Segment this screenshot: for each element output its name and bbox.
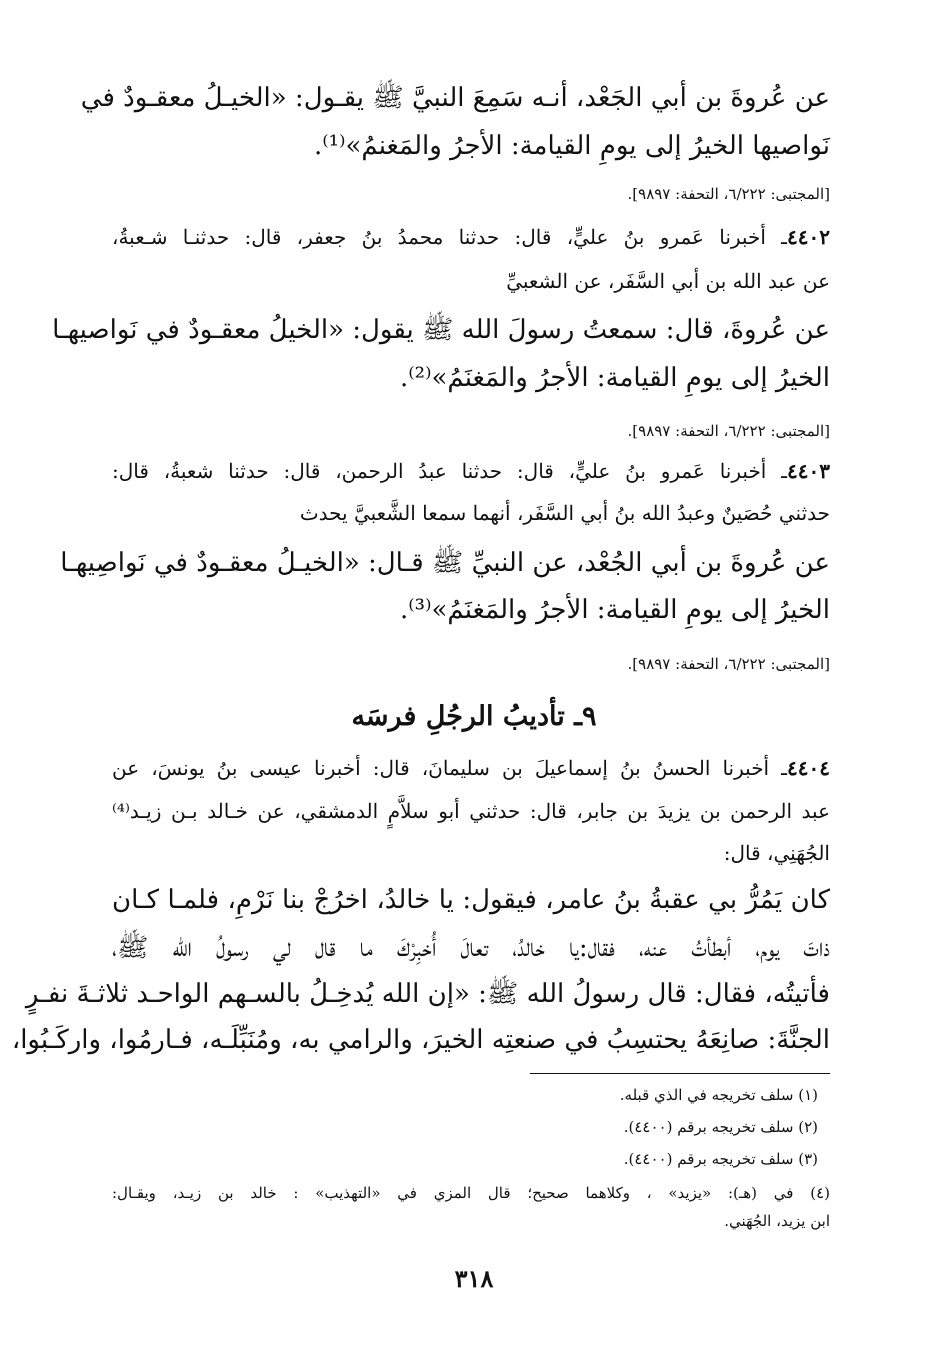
text-line: ـ أخبرنا الحسنُ بنُ إسماعيلَ بن سليمانَ، قال: أخبرنا عيسى بنُ يونسَ، عن xyxy=(112,756,788,780)
text-line: ذاتَ يوم، أبطأتُ عنه، فقال:يا خالدُ، تعالَ أُخبِرْكَ ما قال لي رسولُ الله ﷺ، xyxy=(112,933,830,963)
section-heading: ٩ـ تأديبُ الرجُلِ فرسَه xyxy=(351,701,597,732)
source-reference: [المجتبى: ٦/٢٢٢، التحفة: ٩٨٩٧]. xyxy=(627,185,830,203)
text-line: فأتيتُه، فقال: قال رسولُ الله ﷺ: «إن الله يُدخِـلُ بالسـهم الواحـد ثلاثـةَ نفـرٍ xyxy=(25,979,830,1009)
text-line: عن عبد الله بن أبي السَّفَر، عن الشعبيِّ xyxy=(506,269,830,293)
page-number: ٣١٨ xyxy=(454,1264,494,1293)
footnote: (٢) سلف تخريجه برقم (٤٤٠٠). xyxy=(623,1118,818,1136)
footnote: (١) سلف تخريجه في الذي قبله. xyxy=(619,1086,818,1104)
source-reference: [المجتبى: ٦/٢٢٢، التحفة: ٩٨٩٧]. xyxy=(627,655,830,673)
text-line: ـ أخبرنا عَمرو بنُ عليٍّ، قال: حدثنا عبدُ الرحمن، قال: حدثنا شعبةُ، قال: xyxy=(112,459,788,483)
source-reference: [المجتبى: ٦/٢٢٢، التحفة: ٩٨٩٧]. xyxy=(627,422,830,440)
text-line: الجُهَنِي، قال: xyxy=(723,841,830,865)
footnote: (٣) سلف تخريجه برقم (٤٤٠٠). xyxy=(623,1150,818,1168)
hadith-4402 xyxy=(112,220,830,254)
text-line: حدثني حُصَينٌ وعبدُ الله بنُ أبي السَّفَر، أنهما سمعا الشَّعبيَّ يحدث xyxy=(299,501,830,525)
text-line: الخيرُ إلى يومِ القيامة: الأجرُ والمَغنَمُ»⁽³⁾. xyxy=(400,595,830,625)
hadith-number: ٤٤٠٣ xyxy=(787,459,830,483)
footnote: (٤) في (هـ): «يزيد» ، وكلاهما صحيح؛ قال المزي في «التهذيب» : خالد بن زيـد، ويقـال: xyxy=(112,1184,830,1202)
text-line: عبد الرحمن بن يزيدَ بن جابر، قال: حدثني أبو سلاَّمٍ الدمشقي، عن خـالد بـن زيـد⁽⁴⁾ xyxy=(112,799,830,823)
footnote: ابن يزيد، الجُهَني. xyxy=(724,1212,830,1230)
hadith-number: ٤٤٠٤ xyxy=(787,756,830,780)
footnote-divider xyxy=(530,1073,830,1074)
hadith-4403 xyxy=(112,454,830,488)
hadith-number: ٤٤٠٢ xyxy=(787,225,830,249)
text-line: نَواصيها الخيرُ إلى يومِ القيامة: الأجرُ والمَغنمُ»⁽¹⁾. xyxy=(314,131,830,161)
text-line: عن عُروةَ، قال: سمعتُ رسولَ الله ﷺ يقول: «الخيلُ معقـودٌ في نَواصيهـا xyxy=(52,315,830,345)
hadith-4404 xyxy=(112,751,830,785)
text-line: الجنَّةَ: صانِعَهُ يحتسِبُ في صنعتِه الخيرَ، والرامي به، ومُنَبِّلَـه، فـارمُوا، واركَـبُوا، xyxy=(11,1025,830,1055)
text-line: ـ أخبرنا عَمرو بنُ عليٍّ، قال: حدثنا محمدُ بنُ جعفر، قال: حدثنـا شـعبةُ، xyxy=(112,225,788,249)
text-line: عن عُروةَ بن أبي الجُعْد، عن النبيِّ ﷺ قـال: «الخيـلُ معقـودٌ في نَواصِيهـا xyxy=(60,548,830,578)
text-line: كان يَمُرُّ بي عقبةُ بنُ عامر، فيقول: يا خالدُ، اخرُجْ بنا نَرْمِ، فلمـا كـان xyxy=(112,885,830,915)
text-line: الخيرُ إلى يومِ القيامة: الأجرُ والمَغنَمُ»⁽²⁾. xyxy=(400,363,830,393)
text-line: عن عُروةَ بن أبي الجَعْد، أنـه سَمِعَ النبيَّ ﷺ يقـول: «الخيـلُ معقـودٌ في xyxy=(80,83,830,113)
